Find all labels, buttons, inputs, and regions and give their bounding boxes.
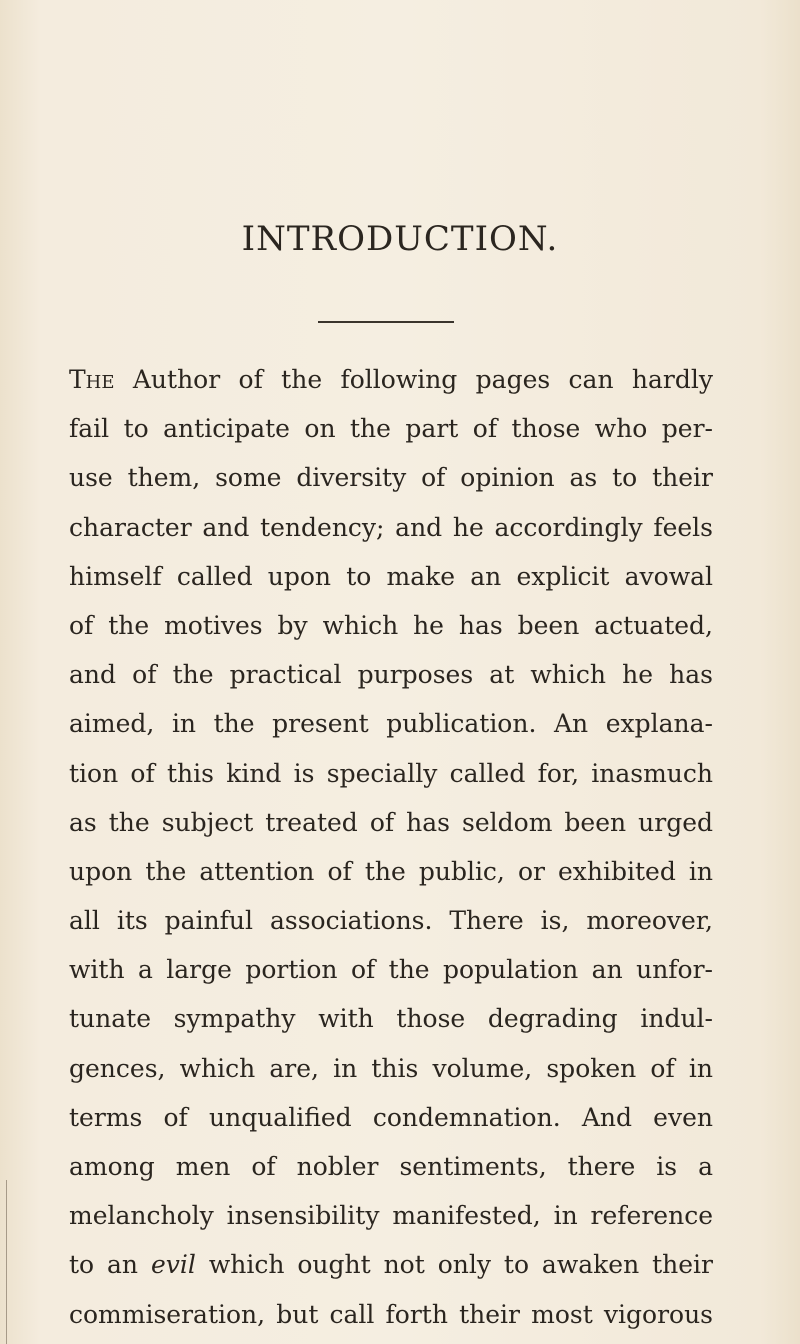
text-line-11: upon the attention of the public, or exhibited in (69, 856, 713, 886)
text-line-1: The Author of the following pages can hardly (69, 365, 713, 394)
text-line-6: of the motives by which he has been actuated, (69, 610, 713, 640)
text-line-3: use them, some diversity of opinion as to their (69, 463, 713, 493)
text-line-19: to an evil which ought not only to awaken their (69, 1250, 713, 1280)
text-line-15: gences, which are, in this volume, spoken of in (69, 1053, 713, 1083)
text-line-5: himself called upon to make an explicit avowal (69, 561, 713, 591)
text-line-18: melancholy insensibility manifested, in reference (69, 1201, 713, 1231)
text-line-8: aimed, in the present publication. An explana- (69, 709, 713, 739)
chapter-title: INTRODUCTION. (241, 219, 559, 259)
text-line-17: among men of nobler sentiments, there is a (69, 1152, 713, 1181)
text-line-20: commiseration, but call forth their most vigorous (69, 1299, 713, 1329)
text-line-12: all its painful associations. There is, moreover, (69, 906, 713, 936)
introduction-paragraph (69, 355, 713, 1339)
italic-emphasis-word: evil (150, 1250, 196, 1280)
text-line-7: and of the practical purposes at which he has (69, 660, 713, 690)
text-line-14: tunate sympathy with those degrading indul- (69, 1004, 713, 1034)
text-line-2: fail to anticipate on the part of those who per- (69, 414, 713, 444)
text-line-10: as the subject treated of has seldom been urged (69, 807, 713, 837)
text-line-9: tion of this kind is specially called for, inasmuch (69, 758, 713, 788)
text-line-16: terms of unqualified condemnation. And even (69, 1102, 713, 1132)
title-rule-divider (318, 321, 454, 323)
text-line-13: with a large portion of the population an unfor- (69, 955, 713, 985)
opening-small-caps-word: The (69, 365, 115, 394)
binding-edge-line (6, 1180, 7, 1344)
text-line-4: character and tendency; and he accordingly feels (69, 512, 713, 542)
